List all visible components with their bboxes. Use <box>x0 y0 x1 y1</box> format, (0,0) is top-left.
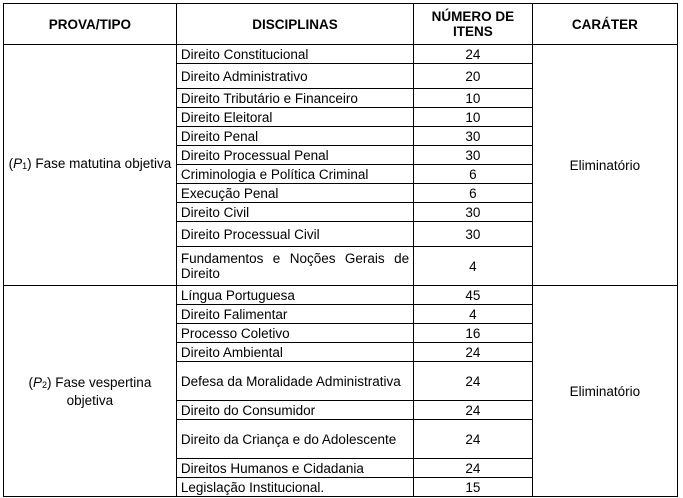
itens-cell: 24 <box>414 401 533 420</box>
prova-tipo-cell-p2 <box>4 286 177 497</box>
itens-cell: 10 <box>414 108 533 127</box>
disciplina-cell: Fundamentos e Noções Gerais de Direito <box>176 247 413 286</box>
prova-label-prefix: ( <box>28 374 33 390</box>
prova-label-text: ) Fase vespertina objetiva <box>47 374 152 408</box>
disciplina-cell: Direito Falimentar <box>176 305 413 324</box>
disciplina-cell: Direito Constitucional <box>176 45 413 64</box>
prova-label-sub: 2 <box>42 379 48 390</box>
prova-label-p: P <box>33 374 43 390</box>
itens-cell: 16 <box>414 324 533 343</box>
itens-cell: 4 <box>414 247 533 286</box>
prova-label-sub: 1 <box>22 161 28 171</box>
header-carater: CARÁTER <box>532 4 677 45</box>
disciplina-cell: Direitos Humanos e Cidadania <box>176 459 413 478</box>
itens-cell: 6 <box>414 184 533 203</box>
disciplina-cell: Execução Penal <box>176 184 413 203</box>
itens-cell: 30 <box>414 146 533 165</box>
disciplina-cell: Defesa da Moralidade Administrativa <box>176 362 413 401</box>
header-disciplinas: DISCIPLINAS <box>176 4 413 45</box>
table-row <box>4 286 678 305</box>
itens-cell: 10 <box>414 89 533 108</box>
disciplina-cell: Processo Coletivo <box>176 324 413 343</box>
exam-structure-table <box>3 3 678 497</box>
prova-label-text: ) Fase matutina objetiva <box>27 156 172 171</box>
table-row <box>4 45 678 64</box>
disciplina-cell: Direito Eleitoral <box>176 108 413 127</box>
itens-cell: 6 <box>414 165 533 184</box>
prova-tipo-cell-p1 <box>4 45 177 286</box>
itens-cell: 15 <box>414 478 533 497</box>
carater-cell-p2: Eliminatório <box>532 286 677 497</box>
itens-cell: 20 <box>414 64 533 89</box>
header-prova-tipo: PROVA/TIPO <box>4 4 177 45</box>
disciplina-cell: Direito Processual Penal <box>176 146 413 165</box>
disciplina-cell: Criminologia e Política Criminal <box>176 165 413 184</box>
disciplina-cell: Direito Penal <box>176 127 413 146</box>
itens-cell: 45 <box>414 286 533 305</box>
disciplina-cell: Direito do Consumidor <box>176 401 413 420</box>
itens-cell: 24 <box>414 459 533 478</box>
prova-label-p: P <box>13 156 23 171</box>
disciplina-cell: Legislação Institucional. <box>176 478 413 497</box>
carater-cell-p1: Eliminatório <box>532 45 677 286</box>
header-row <box>4 4 678 45</box>
itens-cell: 30 <box>414 127 533 146</box>
disciplina-cell: Direito Processual Civil <box>176 222 413 247</box>
prova-label-prefix: ( <box>8 156 14 171</box>
disciplina-cell: Direito Civil <box>176 203 413 222</box>
disciplina-cell: Direito da Criança e do Adolescente <box>176 420 413 459</box>
disciplina-cell: Direito Ambiental <box>176 343 413 362</box>
header-numero-de-itens: NÚMERO DE ITENS <box>414 4 533 45</box>
itens-cell: 24 <box>414 362 533 401</box>
itens-cell: 24 <box>414 343 533 362</box>
disciplina-cell: Língua Portuguesa <box>176 286 413 305</box>
itens-cell: 30 <box>414 203 533 222</box>
itens-cell: 24 <box>414 45 533 64</box>
itens-cell: 4 <box>414 305 533 324</box>
itens-cell: 30 <box>414 222 533 247</box>
disciplina-cell: Direito Tributário e Financeiro <box>176 89 413 108</box>
disciplina-cell: Direito Administrativo <box>176 64 413 89</box>
itens-cell: 24 <box>414 420 533 459</box>
